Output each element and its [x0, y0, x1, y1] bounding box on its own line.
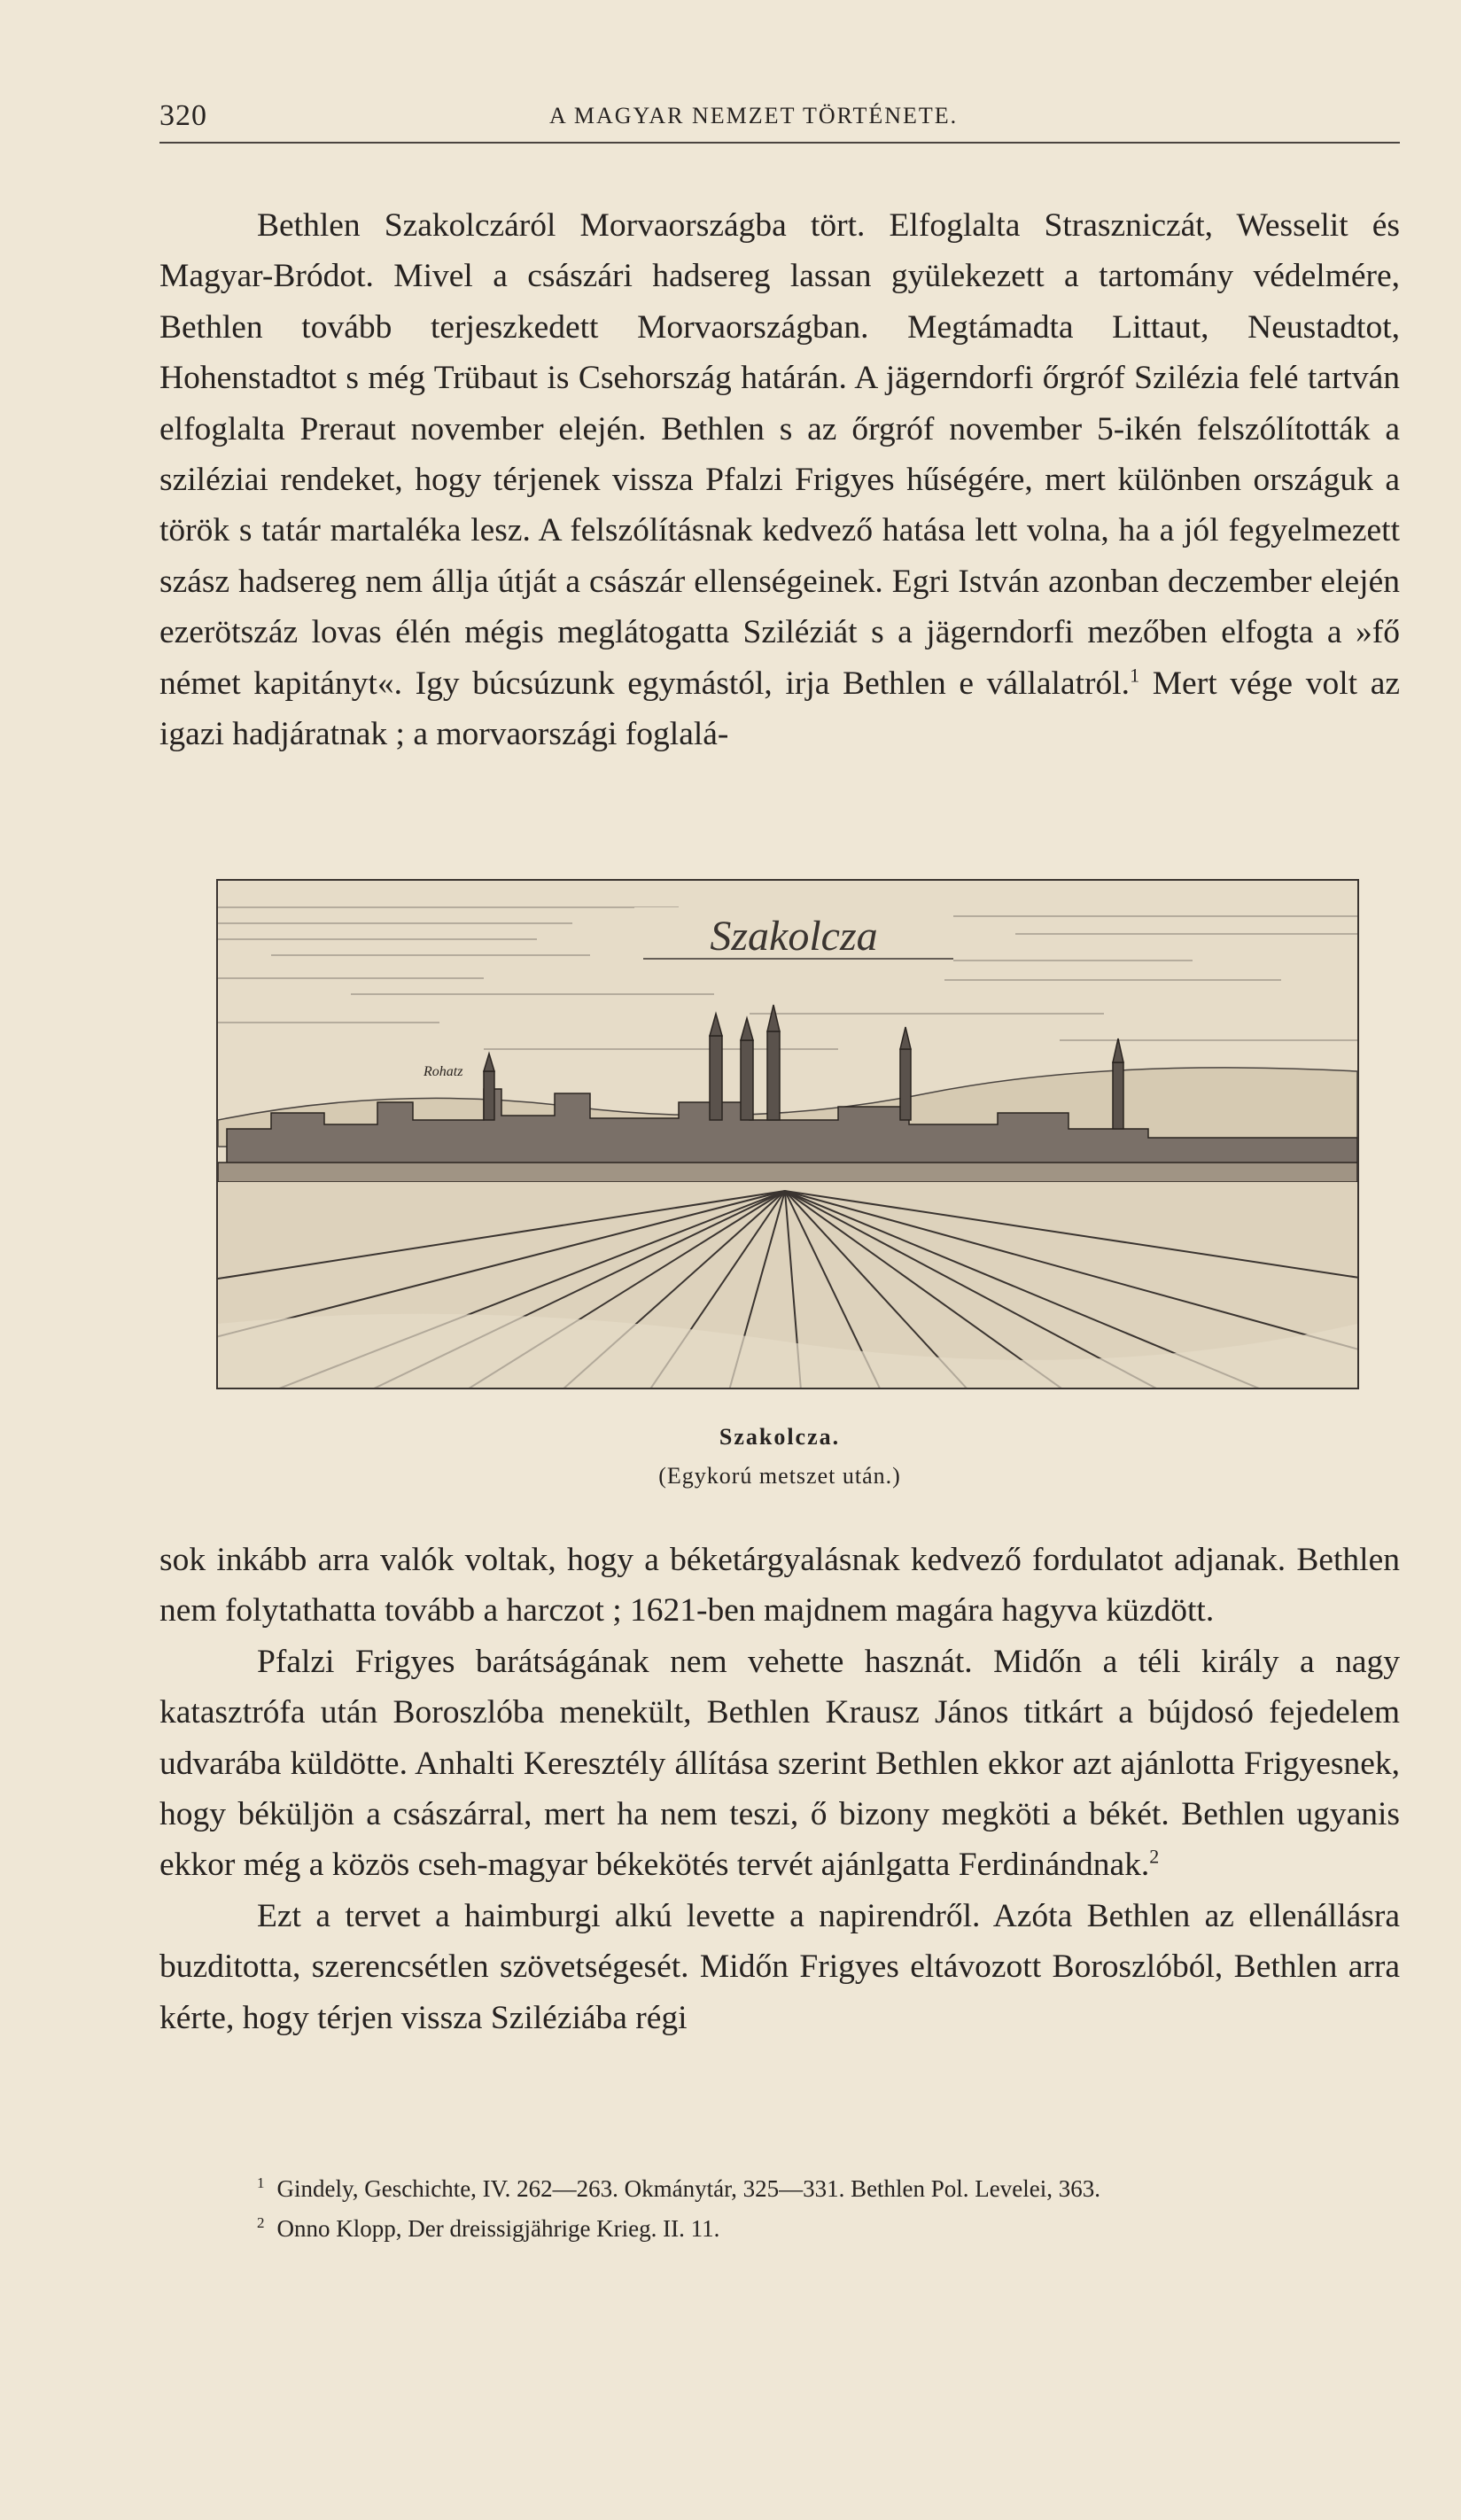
- footnote-ref-2: 2: [1149, 1845, 1160, 1868]
- town-wall: [218, 1163, 1357, 1182]
- footnote-mark-2: 2: [257, 2214, 265, 2231]
- paragraph-3-text: Pfalzi Frigyes barátságának nem vehette hasznát. Midőn a téli király a nagy katasztrófa után Boroszlóba menekült, Bethlen Krausz János titkárt a bújdosó fejedelem udvarába küldötte. Anhalti Keresztély állítása szerint Bethlen ekkor azt ajánlotta Frigyesnek, hogy béküljön a császárral, mert ha nem teszi, ő bizony megköti a békét. Bethlen ugyanis ekkor még a közös cseh-magyar békekötés tervét ajánlgatta Ferdinándnak.: [159, 1643, 1400, 1884]
- footnote-text-1: Gindely, Geschichte, IV. 262—263. Okmánytár, 325—331. Bethlen Pol. Levelei, 363.: [276, 2175, 1101, 2202]
- engraved-label: Rohatz: [424, 1064, 463, 1079]
- paragraph-1-tail: Mert vége volt az igazi hadjáratnak ; a morvaországi foglalá-: [159, 665, 1400, 753]
- footnotes: [257, 2169, 1400, 2249]
- caption-subtitle: (Egykorú metszet után.): [658, 1463, 901, 1489]
- footnote-ref-1: 1: [1130, 664, 1140, 687]
- engraved-title: Szakolcza: [710, 913, 878, 960]
- footnote-mark-1: 1: [257, 2174, 265, 2191]
- footnote-1: [257, 2169, 1400, 2209]
- page-number: 320: [159, 99, 207, 132]
- caption-title: Szakolcza.: [719, 1424, 841, 1450]
- figure-caption: [159, 1418, 1400, 1496]
- header-rule: [159, 142, 1400, 144]
- footnote-text-2: Onno Klopp, Der dreissigjährige Krieg. II. 11.: [276, 2215, 720, 2242]
- engraving-figure: [216, 879, 1359, 1389]
- paragraph-4: Ezt a tervet a haimburgi alkú levette a napirendről. Azóta Bethlen az ellenállásra buzditotta, szerencsétlen szövetségesét. Midőn Frigyes eltávozott Boroszlóból, Bethlen arra kérte, hogy térjen vissza Sziléziába régi: [159, 1897, 1400, 2036]
- running-title: A MAGYAR NEMZET TÖRTÉNETE.: [549, 103, 959, 128]
- paragraph-3: [159, 1637, 1400, 1891]
- body-text-bottom: [159, 1535, 1400, 2043]
- paragraph-1-text: Bethlen Szakolczáról Morvaországba tört. Elfoglalta Straszniczát, Wesselit és Magyar-Bródot. Mivel a császári hadsereg lassan gyülekezett a tartomány védelmére, Bethlen tovább terjeszkedett Morvaországban. Megtámadta Littaut, Neustadtot, Hohenstadtot s még Trübaut is Csehország határán. A jägerndorfi őrgróf Szilézia felé tartván elfoglalta Preraut november elején. Bethlen s az őrgróf november 5-ikén felszólították a sziléziai rendeket, hogy térjenek vissza Pfalzi Frigyes hűségére, mert különben országuk a török s tatár martaléka lesz. A felszólításnak kedvező hatása lett volna, ha a jól fegyelmezett szász hadsereg nem állja útját a császár ellenségeinek. Egri István azonban deczember elején ezerötszáz lovas élén mégis meglátogatta Sziléziát s a jägerndorfi mezőben elfogta a »fő német kapitányt«. Igy búcsúzunk egymástól, irja Bethlen e vállalatról.: [159, 207, 1400, 702]
- body-text-top: [159, 200, 1400, 759]
- paragraph-2: sok inkább arra valók voltak, hogy a béketárgyalásnak kedvező fordulatot adjanak. Bethlen nem folytathatta tovább a harczot ; 1621-ben majdnem magára hagyva küzdött.: [159, 1542, 1400, 1629]
- footnote-2: [257, 2209, 1400, 2249]
- engraving-illustration: [218, 881, 1357, 1388]
- running-head: [159, 99, 1400, 138]
- paragraph-1: [159, 200, 1400, 759]
